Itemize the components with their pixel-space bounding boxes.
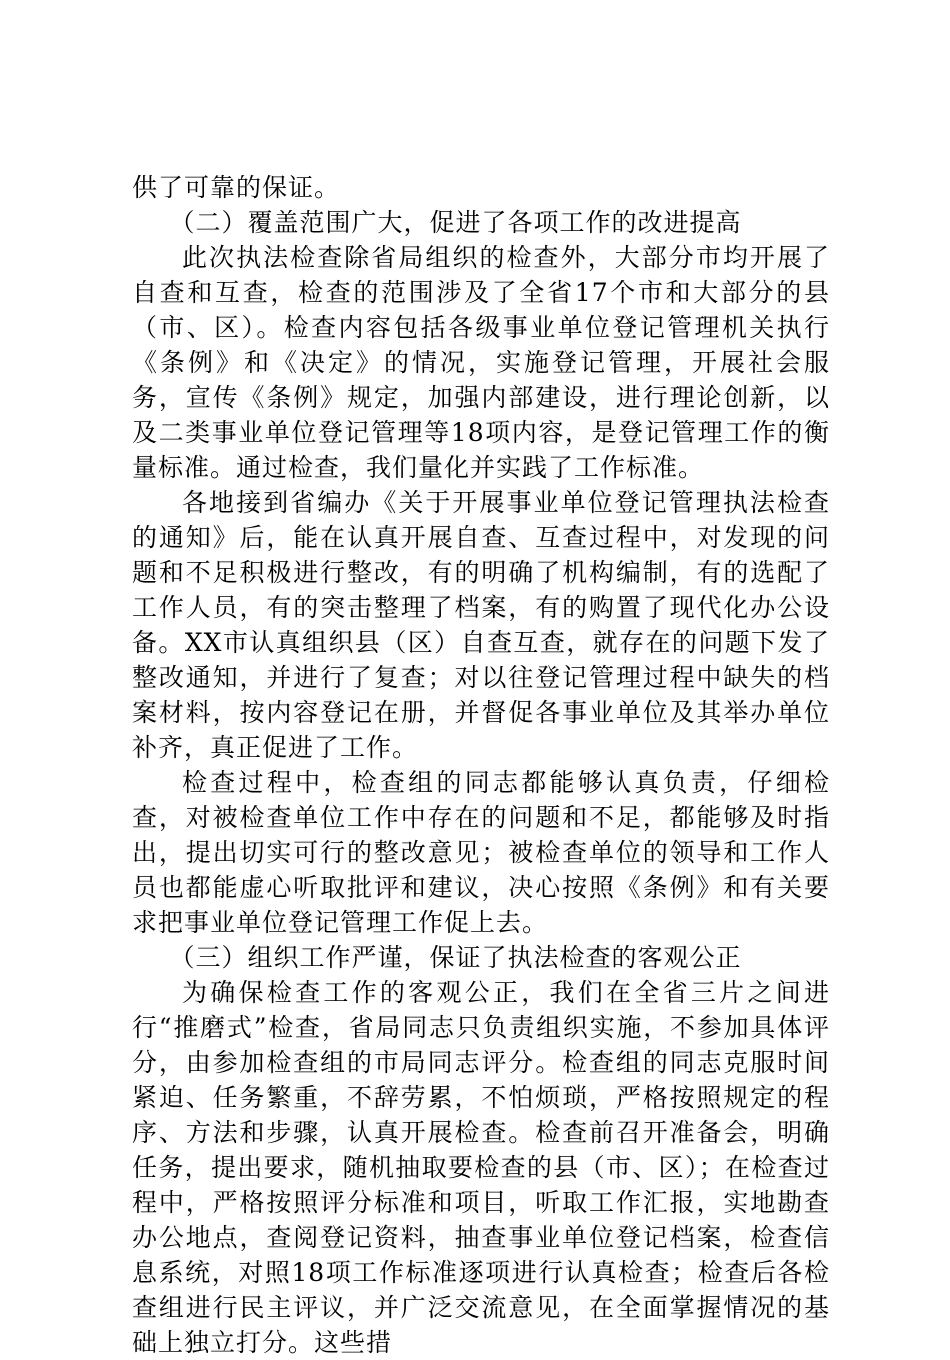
section-heading-3: （三）组织工作严谨，保证了执法检查的客观公正	[169, 943, 742, 972]
paragraph-continuation: 供了可靠的保证。	[132, 173, 341, 202]
document-body	[132, 170, 830, 1360]
section-heading-2: （二）覆盖范围广大，促进了各项工作的改进提高	[169, 208, 742, 237]
paragraph-coverage: 此次执法检查除省局组织的检查外，大部分市均开展了自查和互查，检查的范围涉及了全省17个市和大部分的县（市、区）。检查内容包括各级事业单位登记管理机关执行《条例》和《决定》的情况，实施登记管理，开展社会服务，宣传《条例》规定，加强内部建设，进行理论创新，以及二类事业单位登记管理等18项内容，是登记管理工作的衡量标准。通过检查，我们量化并实践了工作标准。	[132, 243, 830, 482]
paragraph-objectivity: 为确保检查工作的客观公正，我们在全省三片之间进行“推磨式”检查，省局同志只负责组织实施，不参加具体评分，由参加检查组的市局同志评分。检查组的同志克服时间紧迫、任务繁重，不辞劳累，不怕烦琐，严格按照规定的程序、方法和步骤，认真开展检查。检查前召开准备会，明确任务，提出要求，随机抽取要检查的县（市、区）；在检查过程中，严格按照评分标准和项目，听取工作汇报，实地勘查办公地点，查阅登记资料，抽查事业单位登记档案，检查信息系统，对照18项工作标准逐项进行认真检查；检查后各检查组进行民主评议，并广泛交流意见，在全面掌握情况的基础上独立打分。这些措	[132, 978, 830, 1357]
paragraph-rectification: 各地接到省编办《关于开展事业单位登记管理执法检查的通知》后，能在认真开展自查、互查过程中，对发现的问题和不足积极进行整改，有的明确了机构编制，有的选配了工作人员，有的突击整理了档案，有的购置了现代化办公设备。XX市认真组织县（区）自查互查，就存在的问题下发了整改通知，并进行了复查；对以往登记管理过程中缺失的档案材料，按内容登记在册，并督促各事业单位及其举办单位补齐，真正促进了工作。	[132, 488, 830, 762]
paragraph-inspection-process: 检查过程中，检查组的同志都能够认真负责，仔细检查，对被检查单位工作中存在的问题和不足，都能够及时指出，提出切实可行的整改意见；被检查单位的领导和工作人员也都能虚心听取批评和建议，决心按照《条例》和有关要求把事业单位登记管理工作促上去。	[132, 768, 830, 937]
